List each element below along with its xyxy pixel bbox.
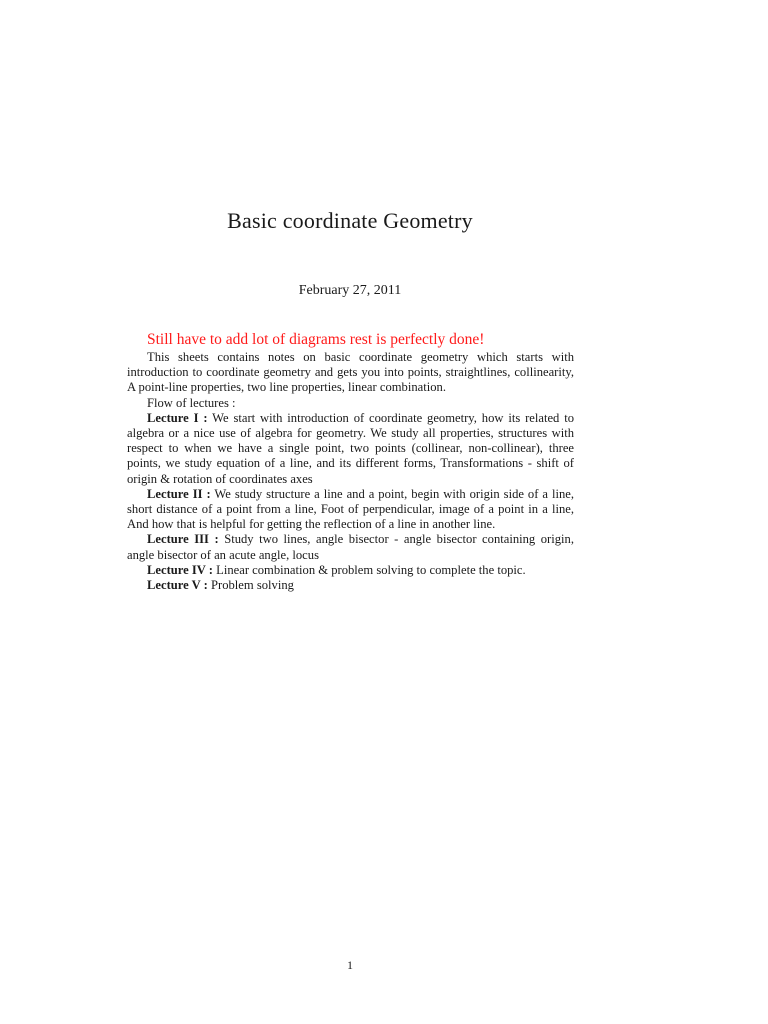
lecture-2-label: Lecture II : <box>147 486 211 501</box>
lecture-1-label: Lecture I : <box>147 410 208 425</box>
lecture-1-text: We start with introduction of coordinate geometry, how its related to algebra or a nice use of algebra for geometry. We study all properties, structures with respect to when we have a single point, two points (collinear, non-collinear), three points, we study equation of a line, and its different forms, Transformations - shift of origin & rotation of coordinates axes <box>127 410 574 486</box>
lecture-5-paragraph <box>127 578 574 593</box>
lecture-3-label: Lecture III : <box>147 532 219 547</box>
lecture-3-text: Study two lines, angle bisector - angle bisector containing origin, angle bisector of an acute angle, locus <box>127 532 574 562</box>
document-body <box>127 330 574 593</box>
lecture-4-paragraph <box>127 563 574 578</box>
document-title: Basic coordinate Geometry <box>227 208 473 233</box>
lecture-5-label: Lecture V : <box>147 578 208 593</box>
lecture-2-paragraph <box>127 487 574 533</box>
lecture-4-text: Linear combination & problem solving to complete the topic. <box>213 562 526 577</box>
lecture-4-label: Lecture IV : <box>147 562 213 577</box>
lecture-1-paragraph <box>127 411 574 487</box>
red-todo-note: Still have to add lot of diagrams rest is perfectly done! <box>147 331 485 348</box>
page-number: 1 <box>347 958 353 972</box>
document-date: February 27, 2011 <box>298 283 402 298</box>
intro-paragraph: This sheets contains notes on basic coordinate geometry which starts with introduction to coordinate geometry and gets you into points, straightlines, collinearity, A point-line properties, two line properties, linear combination. <box>127 350 574 395</box>
lecture-5-text: Problem solving <box>207 578 294 593</box>
flow-heading: Flow of lectures : <box>147 395 236 410</box>
lecture-3-paragraph <box>127 532 574 562</box>
lecture-2-text: We study structure a line and a point, begin with origin side of a line, short distance of a point from a line, Foot of perpendicular, image of a point in a line, And how that is helpful for getting the reflection of a line in another line. <box>127 486 574 532</box>
